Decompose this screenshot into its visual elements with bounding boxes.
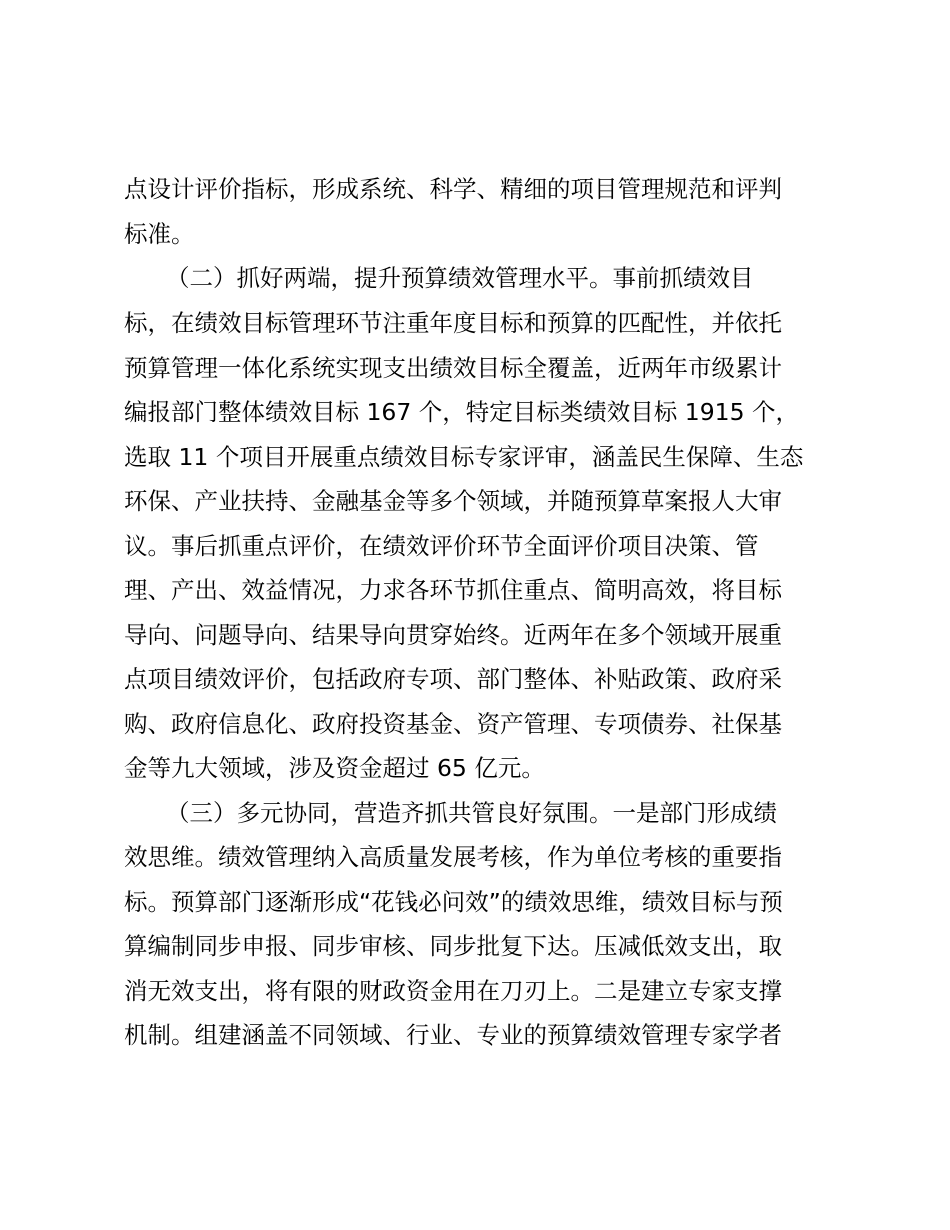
text-line: 议。事后抓重点评价，在绩效评价环节全面评价项目决策、管	[124, 532, 759, 560]
text-line: 点项目绩效评价，包括政府专项、部门整体、补贴政策、政府采	[124, 665, 782, 693]
text-line: 标，在绩效目标管理环节注重年度目标和预算的匹配性，并依托	[124, 309, 782, 337]
text-line: 购、政府信息化、政府投资基金、资产管理、专项债券、社保基	[124, 710, 782, 738]
text-line: 理、产出、效益情况，力求各环节抓住重点、简明高效，将目标	[124, 576, 782, 604]
text-line: 点设计评价指标，形成系统、科学、精细的项目管理规范和评判	[124, 175, 782, 203]
text-line: 标准。	[124, 220, 195, 248]
text-line: 标。预算部门逐渐形成“花钱必问效”的绩效思维，绩效目标与预	[124, 888, 783, 916]
text-line: 机制。组建涵盖不同领域、行业、专业的预算绩效管理专家学者	[124, 1021, 782, 1049]
text-line: 选取 11 个项目开展重点绩效目标专家评审，涵盖民生保障、生态	[124, 443, 804, 471]
text-line: 金等九大领域，涉及资金超过 65 亿元。	[124, 754, 545, 782]
text-line: 消无效支出，将有限的财政资金用在刀刃上。二是建立专家支撑	[124, 977, 782, 1005]
text-line: 预算管理一体化系统实现支出绩效目标全覆盖，近两年市级累计	[124, 354, 782, 382]
text-line: 导向、问题导向、结果导向贯穿始终。近两年在多个领域开展重	[124, 621, 782, 649]
text-line: 算编制同步申报、同步审核、同步批复下达。压减低效支出，取	[124, 932, 782, 960]
paragraph-start-line: （二）抓好两端，提升预算绩效管理水平。事前抓绩效目	[166, 264, 754, 292]
text-line: 环保、产业扶持、金融基金等多个领域，并随预算草案报人大审	[124, 487, 782, 515]
paragraph-start-line: （三）多元协同，营造齐抓共管良好氛围。一是部门形成绩	[166, 799, 777, 827]
text-line: 效思维。绩效管理纳入高质量发展考核，作为单位考核的重要指	[124, 843, 782, 871]
text-line: 编报部门整体绩效目标 167 个，特定目标类绩效目标 1915 个，	[124, 398, 800, 426]
